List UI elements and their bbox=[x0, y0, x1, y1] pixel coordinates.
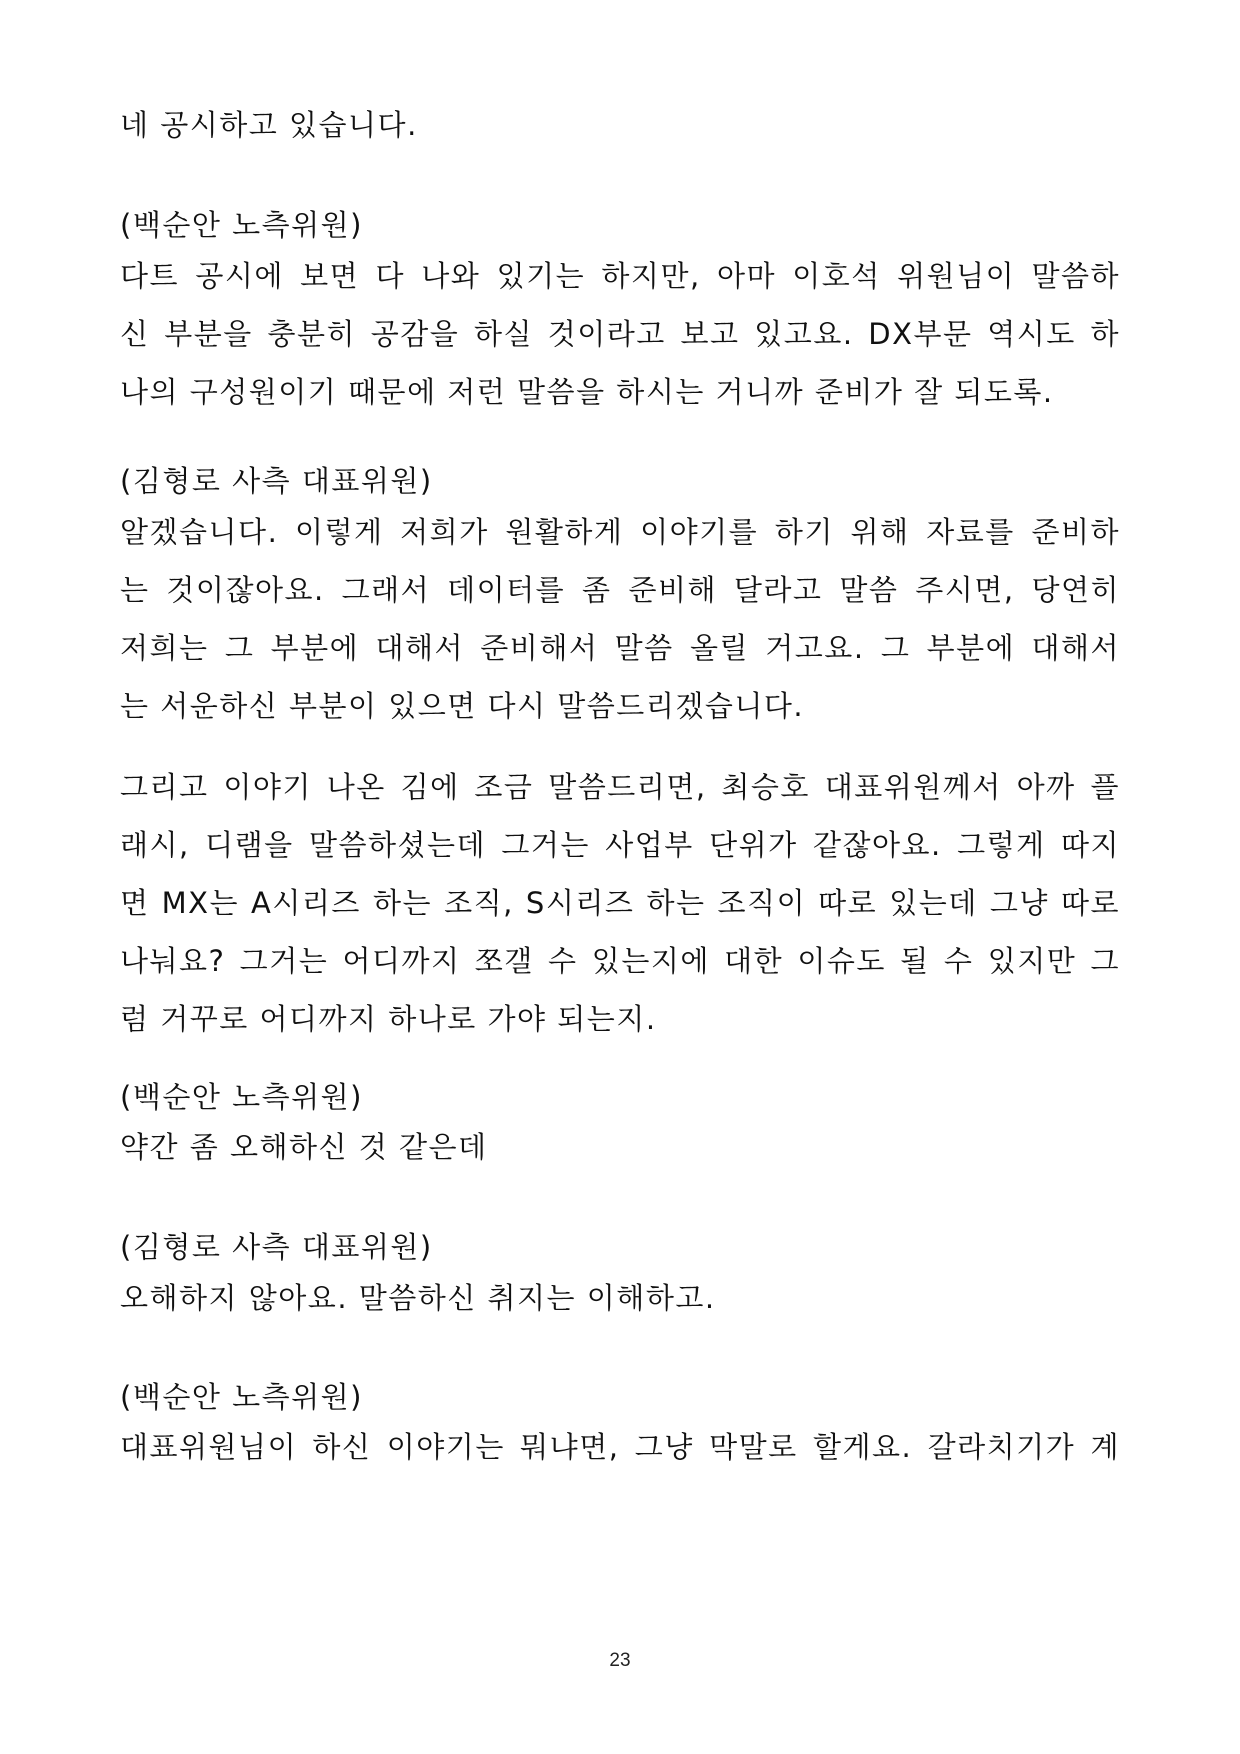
paragraph-line: 래시, 디램을 말씀하셨는데 그거는 사업부 단위가 같잖아요. 그렇게 따지 bbox=[120, 828, 1120, 862]
paragraph bbox=[120, 1418, 1120, 1476]
speaker-label-text: (백순안 노측위원) bbox=[120, 1380, 363, 1414]
speaker-label bbox=[120, 452, 1120, 510]
paragraph-line: 저희는 그 부분에 대해서 준비해서 말씀 올릴 거고요. 그 부분에 대해서 bbox=[120, 631, 1120, 665]
paragraph-line: 대표위원님이 하신 이야기는 뭐냐면, 그냥 막말로 할게요. 갈라치기가 계 bbox=[120, 1430, 1120, 1464]
paragraph-line: 나의 구성원이기 때문에 저런 말씀을 하시는 거니까 준비가 잘 되도록. bbox=[120, 375, 1054, 409]
paragraph-line: 네 공시하고 있습니다. bbox=[120, 108, 418, 142]
paragraph-line: 는 서운하신 부분이 있으면 다시 말씀드리겠습니다. bbox=[120, 689, 805, 723]
paragraph-line: 면 MX는 A시리즈 하는 조직, S시리즈 하는 조직이 따로 있는데 그냥 따로 bbox=[120, 886, 1120, 920]
speaker-label-text: (김형로 사측 대표위원) bbox=[120, 1230, 433, 1264]
paragraph bbox=[120, 1269, 1120, 1327]
paragraph-continuation bbox=[120, 96, 1120, 154]
paragraph-line: 신 부분을 충분히 공감을 하실 것이라고 보고 있고요. DX부문 역시도 하 bbox=[120, 317, 1120, 351]
paragraph-line: 럼 거꾸로 어디까지 하나로 가야 되는지. bbox=[120, 1002, 657, 1036]
paragraph-line: 나눠요? 그거는 어디까지 쪼갤 수 있는지에 대한 이슈도 될 수 있지만 그 bbox=[120, 944, 1120, 978]
paragraph-line: 오해하지 않아요. 말씀하신 취지는 이해하고. bbox=[120, 1281, 716, 1315]
paragraph-line: 그리고 이야기 나온 김에 조금 말씀드리면, 최승호 대표위원께서 아까 플 bbox=[120, 770, 1120, 804]
speaker-label bbox=[120, 1218, 1120, 1276]
paragraph-line: 는 것이잖아요. 그래서 데이터를 좀 준비해 달라고 말씀 주시면, 당연히 bbox=[120, 573, 1120, 607]
paragraph-line: 다트 공시에 보면 다 나와 있기는 하지만, 아마 이호석 위원님이 말씀하 bbox=[120, 259, 1120, 293]
paragraph bbox=[120, 758, 1120, 1048]
paragraph bbox=[120, 503, 1120, 735]
page-number: 23 bbox=[609, 1650, 631, 1671]
speaker-label-text: (김형로 사측 대표위원) bbox=[120, 464, 433, 498]
paragraph bbox=[120, 1118, 1120, 1176]
speaker-label-text: (백순안 노측위원) bbox=[120, 208, 363, 242]
speaker-label-text: (백순안 노측위원) bbox=[120, 1080, 363, 1114]
speaker-label bbox=[120, 196, 1120, 254]
paragraph bbox=[120, 247, 1120, 421]
paragraph-line: 알겠습니다. 이렇게 저희가 원활하게 이야기를 하기 위해 자료를 준비하 bbox=[120, 515, 1120, 549]
paragraph-line: 약간 좀 오해하신 것 같은데 bbox=[120, 1130, 488, 1164]
